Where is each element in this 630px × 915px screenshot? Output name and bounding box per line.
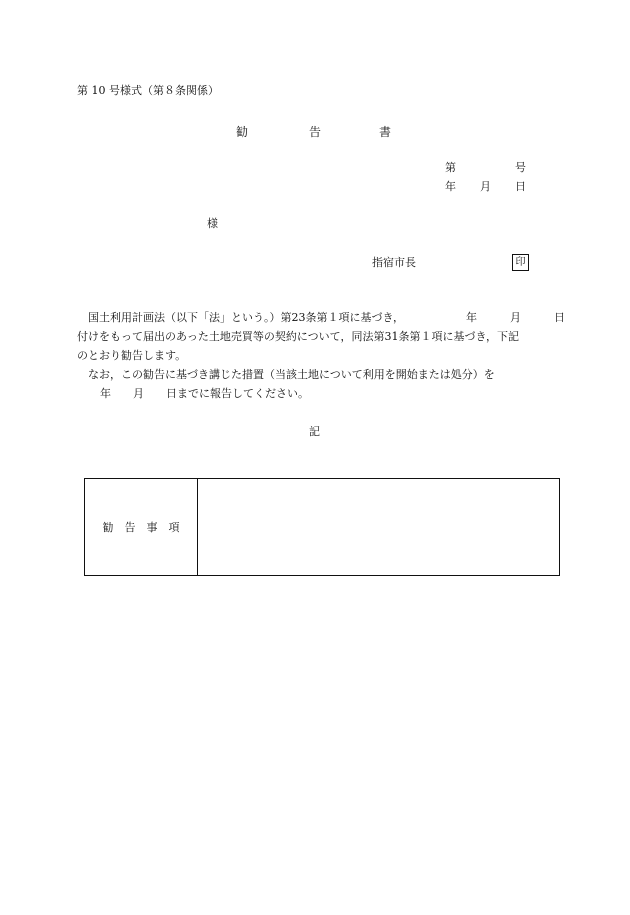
- matters-label: 勧 告 事 項: [102, 521, 180, 534]
- body-line-1-date: 年 月 日: [466, 311, 565, 324]
- matters-value-cell: [198, 479, 559, 575]
- body-line-2: 付けをもって届出のあった土地売買等の契約について，同法第31条第１項に基づき，下記: [77, 330, 520, 343]
- doc-number-suffix: 号: [515, 161, 526, 174]
- title-char: 勧: [236, 125, 249, 139]
- addressee-suffix: 様: [207, 217, 218, 230]
- doc-number-prefix: 第: [445, 161, 456, 174]
- issuer-name: 指宿市長: [372, 256, 416, 269]
- ki-heading: 記: [309, 425, 320, 438]
- body-line-5: 年 月 日までに報告してください。: [100, 387, 309, 400]
- seal-stamp: 印: [512, 254, 529, 271]
- form-number: 第 10 号様式（第８条関係）: [77, 84, 219, 97]
- date-month-label: 月: [480, 180, 491, 193]
- title-char: 告: [309, 125, 322, 139]
- title-char: 書: [379, 125, 392, 139]
- body-line-4: なお，この勧告に基づき講じた措置（当該土地について利用を開始または処分）を: [88, 368, 495, 381]
- date-year-label: 年: [445, 180, 456, 193]
- date-day-label: 日: [515, 180, 526, 193]
- matters-label-cell: [85, 479, 198, 575]
- body-line-3: のとおり勧告します。: [77, 349, 187, 362]
- body-line-1: 国土利用計画法（以下「法」という。）第23条第１項に基づき，: [77, 311, 405, 324]
- recommendation-matters-table: [84, 478, 560, 576]
